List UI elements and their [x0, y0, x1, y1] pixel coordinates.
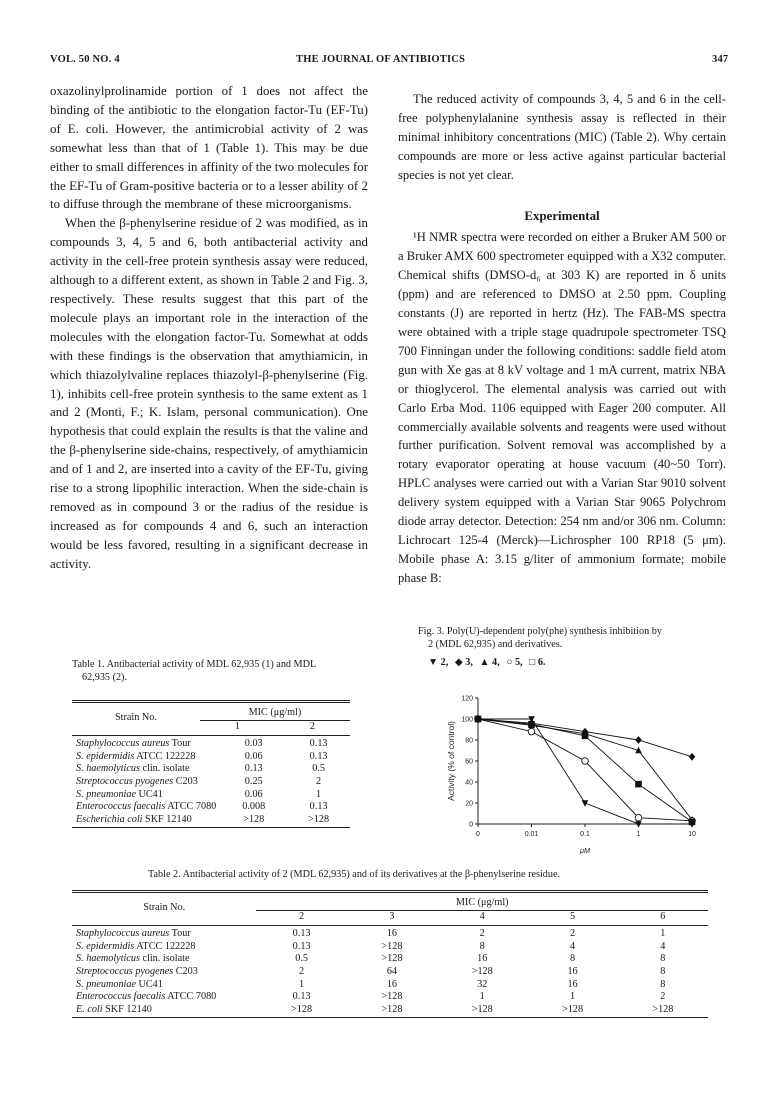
strain-designation: UC41 — [135, 788, 163, 800]
table1-strain-cell — [72, 814, 220, 827]
table2-value-cell: 4 — [569, 940, 576, 952]
table1-value-cell: 0.5 — [312, 763, 325, 775]
x-tick-label: 0 — [476, 831, 480, 838]
strain-species: Escherichia coli — [76, 813, 143, 825]
journal-title: THE JOURNAL OF ANTIBIOTICS — [296, 54, 466, 65]
table2-col-header: 2 — [299, 910, 305, 922]
left-paragraph-1: oxazolinylprolinamide portion of 1 does not affect the binding of the antibiotic to the elongation factor-Tu (EF-Tu) of E. coli. However, the antimicrobial activity of 2 was somewhat less than that of 1 (Table 1). This may be due either to small differences in affinity of the two molecules for the EF-Tu of Gram-positive bacteria or to a lesser ability of 2 to diffuse through the membrane of these microorganisms. — [50, 84, 368, 212]
table2-row — [72, 979, 708, 992]
table2-value-cell: 1 — [660, 928, 666, 940]
legend-symbol-5: ○ — [506, 657, 513, 668]
table1-value-cell: >128 — [308, 813, 330, 825]
table2-value-cell: 8 — [569, 953, 576, 965]
left-column — [50, 82, 368, 574]
strain-designation: Tour — [169, 928, 191, 940]
table1-value-cell: 0.13 — [309, 750, 328, 762]
strain-designation: ATCC 122228 — [134, 750, 196, 762]
table2-bottom-rule — [72, 1017, 708, 1018]
table1-body — [72, 738, 350, 826]
table2-col-header: 6 — [660, 910, 666, 922]
x-tick-label: 10 — [688, 831, 696, 838]
legend-symbol-3: ◆ — [454, 657, 463, 668]
table2-value-cell: 16 — [386, 928, 397, 940]
x-tick-label: 0.01 — [524, 831, 539, 838]
strain-designation: ATCC 122228 — [134, 940, 196, 952]
legend-label-3: 3, — [462, 657, 476, 668]
table1-row — [72, 789, 350, 802]
table2-row — [72, 928, 708, 941]
legend-label-5: 5, — [512, 657, 526, 668]
strain-species: Enterococcus faecalis — [76, 991, 166, 1003]
table1-value-cell: 2 — [316, 775, 322, 787]
series-5-point — [582, 758, 589, 765]
series-6-point — [635, 781, 642, 788]
legend-label-6: 6. — [535, 657, 546, 668]
table1-value-cell: 1 — [316, 788, 322, 800]
table2-strain-cell — [72, 953, 256, 966]
y-tick-label: 20 — [465, 800, 473, 808]
table2-value-cell: >128 — [562, 1003, 584, 1015]
right-paragraph-1: The reduced activity of compounds 3, 4, 5 and 6 in the cell-free polyphenylalanine synthesis assay is reflected in their minimal inhibitory concentrations (MIC) (Table 2). Why certain compounds are more or less active against particular bacterial species is not yet clear. — [398, 92, 726, 182]
table1-value-cell: 0.13 — [244, 763, 263, 775]
x-tick-label: 1 — [636, 831, 641, 838]
legend-symbol-4: ▲ — [479, 657, 490, 668]
table2-value-cell: 2 — [299, 965, 305, 977]
table2-value-cell: 0.5 — [295, 953, 308, 965]
table2-value-cell: >128 — [291, 1003, 313, 1015]
table2-row — [72, 966, 708, 979]
table2-mic-header: MIC (μg/ml) — [256, 893, 708, 910]
table1-value-cell: >128 — [243, 813, 265, 825]
legend-symbol-2: ▼ — [428, 657, 439, 668]
strain-species: S. epidermidis — [76, 750, 135, 762]
table1-row — [72, 738, 350, 751]
table1-strain-cell — [72, 789, 220, 802]
strain-species: E. coli — [76, 1003, 103, 1015]
table2-value-cell: >128 — [381, 953, 403, 965]
strain-species: Streptococcus pyogenes — [76, 965, 174, 977]
legend-label-4: 4, — [489, 657, 503, 668]
table2-row — [72, 941, 708, 954]
section-title: Experimental — [524, 208, 600, 223]
strain-designation: Tour — [169, 738, 191, 750]
figure-caption-line-1: Fig. 3. Poly(U)-dependent poly(phe) synthesis inhibition by — [418, 626, 662, 637]
table1-value-cell: 0.13 — [309, 738, 328, 750]
series-6-point — [582, 733, 589, 740]
table2-grid — [72, 893, 708, 923]
table1-value-cell: 0.008 — [242, 801, 266, 813]
strain-designation: SKF 12140 — [102, 1003, 152, 1015]
table2-caption: Table 2. Antibacterial activity of 2 (MDL 62,935) and of its derivatives at the β-phenylserine residue. — [148, 869, 561, 880]
table2-value-cell: 2 — [660, 991, 666, 1003]
y-tick-label: 0 — [469, 821, 473, 829]
table2-value-cell: 1 — [569, 991, 576, 1003]
right-paragraph-2: ¹H NMR spectra were recorded on either a Bruker AM 500 or a Bruker AMX 600 spectrometer equipped with a X32 computer. Chemical shifts (DMSO-d₆ at 303 K) are reported in δ units (ppm) and are referenced to DMSO at 2.50 ppm. Coupling constants (J) are reported in hertz (Hz). The FAB-MS spectra were obtained with a triple stage quadrupole spectrometer TSQ 700 Finningan under the following conditions: saddle field atom gun with Xe gas at 8 kV voltage and 1 mA current, matrix NBA or thioglycerol. The elemental analysis was carried out with Carlo Erba Mod. 1106 equipped with Eager 200 computer. All commercially available solvents and reagents were used without further purification. Solvent removal was accomplished by a rotary evaporator operating at house vacuum (40~50 Torr). HPLC analyses were carried out with a Varian Star 9010 solvent delivery system equipped with a Varian Star 9065 Polychrom diode array detector. Detection: 254 nm and/or 306 nm. Column: Lichrocart 125-4 (Merck)—Lichrospher 100 RP18 (5 μm). Mobile phase A: 3.15 g/liter of ammonium formate; mobile phase B: — [398, 230, 726, 585]
figure-caption-line-2: 2 (MDL 62,935) and derivatives. — [428, 639, 563, 650]
table1-row — [72, 814, 350, 827]
table1-strain-cell — [72, 738, 220, 751]
table2-value-cell: >128 — [471, 965, 493, 977]
table2-row — [72, 1004, 708, 1017]
table2-value-cell: 2 — [569, 928, 576, 940]
legend-label-2: 2, — [438, 657, 451, 668]
table2-head-rule — [72, 925, 708, 926]
table2-value-cell: 8 — [479, 940, 485, 952]
strain-species: Enterococcus faecalis — [76, 801, 166, 813]
table1-value-cell: 0.03 — [244, 738, 263, 750]
table2-value-cell: 0.13 — [292, 928, 311, 940]
series-3-point — [635, 736, 642, 744]
table1-row — [72, 751, 350, 764]
volume-label: VOL. 50 NO. 4 — [50, 54, 120, 65]
table1-value-cell: 0.13 — [309, 801, 328, 813]
table1-col-header: 1 — [234, 720, 240, 732]
table1-strain-header: Strain No. — [114, 711, 157, 723]
table2-strain-header: Strain No. — [143, 901, 186, 913]
strain-designation: ATCC 7080 — [165, 991, 217, 1003]
strain-species: S. epidermidis — [76, 940, 135, 952]
series-5-point — [635, 814, 642, 821]
table1-col-header: 2 — [309, 720, 316, 732]
table1-head-rule — [72, 735, 350, 736]
table2-value-cell: 4 — [660, 940, 666, 952]
table2-value-cell: 8 — [660, 978, 666, 990]
table2-value-cell: 16 — [386, 978, 397, 990]
table1-strain-cell — [72, 763, 220, 776]
table1-caption-line-1: Table 1. Antibacterial activity of MDL 62,935 (1) and MDL — [72, 659, 317, 670]
strain-species: Staphylococcus aureus — [76, 738, 170, 750]
table1-row — [72, 776, 350, 789]
x-axis-label: μM — [579, 846, 591, 855]
table2-strain-cell — [72, 1004, 256, 1017]
table2-value-cell: >128 — [381, 991, 403, 1003]
strain-designation: UC41 — [135, 978, 163, 990]
table2-value-cell: >128 — [652, 1003, 674, 1015]
table2-value-cell: 0.13 — [292, 940, 311, 952]
table2-value-cell: 16 — [477, 953, 488, 965]
table2-value-cell: 64 — [386, 965, 397, 977]
series-3-point — [689, 753, 696, 761]
table1-grid — [72, 703, 350, 733]
table1-caption-line-2: 62,935 (2). — [82, 672, 127, 683]
table2-strain-cell — [72, 941, 256, 954]
table1-strain-cell — [72, 776, 220, 789]
series-6-point — [689, 819, 696, 826]
table2-col-header: 4 — [479, 910, 485, 922]
left-paragraph-2: When the β-phenylserine residue of 2 was modified, as in compounds 3, 4, 5 and 6, both antibacterial activity and activity in the cell-free protein synthesis assay were reduced, although to a different extent, as shown in Table 2 and Fig. 3, respectively. These results suggest that this part of the molecule plays an important role in the interaction of the molecules with the elongation factor-Tu. Somewhat at odds with these findings is the observation that amythiamicin, in which thiazolylvaline replaces thiazolyl-β-phenylserine (Fig. 1), inhibits cell-free protein synthesis to the same extent as 1 and 2 (Monti, F.; K. Islam, personal communication). One hypothesis that could explain the results is that the valine and the β-phenylserine side-chains, respectively, of amythiamicin and of 1 and 2, are inserted into a cavity of the EF-Tu, giving rise to a strong lipophilic interaction. When the side-chain is removed as in compound 3 or the radius of the residue is increased as for compounds 4 and 6, such an interaction would be less favored, resulting in a significant decrease in activity. — [50, 216, 368, 571]
table2-value-cell: 1 — [299, 978, 305, 990]
table2-value-cell: 8 — [660, 953, 666, 965]
table2-value-cell: >128 — [471, 1003, 493, 1015]
table2-strain-cell — [72, 991, 256, 1004]
y-tick-label: 60 — [465, 758, 473, 766]
table1-strain-cell — [72, 801, 220, 814]
table1-mic-header: MIC (μg/ml) — [200, 703, 350, 720]
table1-value-cell: 0.25 — [244, 775, 263, 787]
table2-col-header: 5 — [569, 910, 576, 922]
table2-row — [72, 991, 708, 1004]
table2-value-cell: 8 — [660, 965, 666, 977]
strain-designation: ATCC 7080 — [165, 801, 217, 813]
figure-legend — [418, 656, 718, 669]
strain-species: S. pneumoniae — [76, 788, 136, 800]
table2-value-cell: 1 — [479, 991, 485, 1003]
strain-designation: SKF 12140 — [142, 813, 192, 825]
y-tick-label: 120 — [461, 695, 473, 703]
table2-strain-cell — [72, 928, 256, 941]
figure-caption — [418, 625, 718, 669]
table1-row — [72, 801, 350, 814]
x-tick-label: 0.1 — [580, 831, 590, 838]
strain-species: Staphylococcus aureus — [76, 928, 170, 940]
table1-strain-cell — [72, 751, 220, 764]
figure-3-chart — [440, 684, 710, 864]
strain-designation: C203 — [173, 965, 198, 977]
y-tick-label: 80 — [465, 737, 473, 745]
table2-value-cell: >128 — [381, 940, 403, 952]
table2-value-cell: 16 — [567, 965, 578, 977]
strain-species: S. pneumoniae — [76, 978, 136, 990]
strain-designation: C203 — [173, 775, 198, 787]
table2-body — [72, 928, 708, 1016]
strain-species: S. haemolyticus — [76, 763, 140, 775]
strain-species: Streptococcus pyogenes — [76, 775, 174, 787]
page-number: 347 — [712, 54, 729, 65]
legend-symbol-6: □ — [529, 657, 536, 668]
table2-strain-cell — [72, 979, 256, 992]
table1-row — [72, 763, 350, 776]
right-column — [398, 90, 726, 588]
table2-value-cell: 16 — [567, 978, 578, 990]
table2-value-cell: 2 — [479, 928, 485, 940]
strain-species: S. haemolyticus — [76, 953, 140, 965]
table1-caption — [72, 658, 362, 684]
table2-value-cell: >128 — [381, 1003, 403, 1015]
table1-value-cell: 0.06 — [244, 750, 263, 762]
table2-strain-cell — [72, 966, 256, 979]
table2-value-cell: 32 — [477, 978, 488, 990]
table2 — [72, 890, 708, 1018]
table1-bottom-rule — [72, 827, 350, 828]
table2-row — [72, 953, 708, 966]
y-tick-label: 40 — [465, 779, 473, 787]
y-axis-label: Activity (% of control) — [446, 721, 456, 801]
series-5-point — [528, 728, 535, 735]
series-6-point — [475, 716, 482, 723]
y-tick-label: 100 — [461, 716, 473, 724]
table1-value-cell: 0.06 — [244, 788, 263, 800]
strain-designation: clin. isolate — [139, 763, 190, 775]
strain-designation: clin. isolate — [139, 953, 190, 965]
table2-value-cell: 0.13 — [292, 991, 311, 1003]
table2-col-header: 3 — [389, 910, 395, 922]
series-6-point — [528, 721, 535, 728]
table1 — [72, 700, 350, 828]
